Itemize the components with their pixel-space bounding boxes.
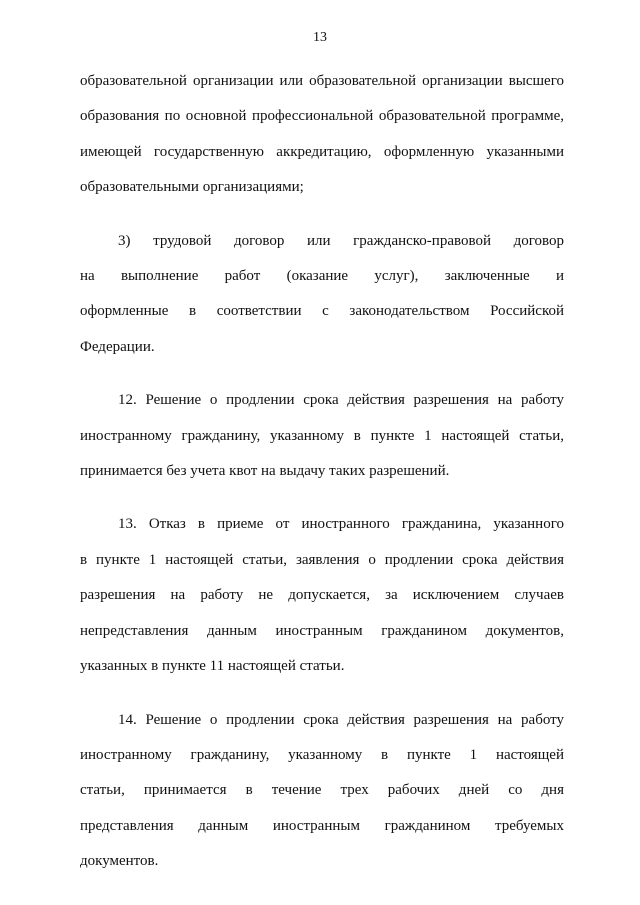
text-line: непредставления данным иностранным гражданином документов, bbox=[80, 622, 564, 639]
document-body bbox=[80, 64, 564, 880]
text-line: представления данным иностранным гражданином требуемых bbox=[80, 817, 564, 834]
text-line: указанных в пункте 11 настоящей статьи. bbox=[80, 658, 345, 675]
page-number: 13 bbox=[313, 30, 327, 45]
text-line: документов. bbox=[80, 853, 159, 870]
para-14 bbox=[80, 703, 564, 880]
text-line: принимается без учета квот на выдачу таких разрешений. bbox=[80, 463, 450, 480]
text-line: иностранному гражданину, указанному в пункте 1 настоящей bbox=[80, 746, 564, 763]
text-line: 13. Отказ в приеме от иностранного гражданина, указанного bbox=[118, 516, 564, 533]
text-line: образования по основной профессиональной образовательной программе, bbox=[80, 108, 564, 125]
text-line: 3) трудовой договор или гражданско-правовой договор bbox=[118, 232, 564, 249]
text-line: разрешения на работу не допускается, за исключением случаев bbox=[80, 587, 564, 604]
text-line: образовательной организации или образовательной организации высшего bbox=[80, 73, 564, 89]
para-12 bbox=[80, 383, 564, 489]
para-item-3 bbox=[80, 224, 564, 366]
text-line: статьи, принимается в течение трех рабочих дней со дня bbox=[80, 782, 564, 799]
para-continuation bbox=[80, 64, 564, 206]
text-line: образовательными организациями; bbox=[80, 179, 304, 196]
text-line: иностранному гражданину, указанному в пункте 1 настоящей статьи, bbox=[80, 427, 564, 444]
text-line: Федерации. bbox=[80, 338, 155, 355]
text-line: 12. Решение о продлении срока действия разрешения на работу bbox=[118, 392, 564, 409]
text-line: 14. Решение о продлении срока действия разрешения на работу bbox=[118, 711, 564, 728]
para-13 bbox=[80, 507, 564, 684]
text-line: имеющей государственную аккредитацию, оформленную указанными bbox=[80, 143, 564, 160]
text-line: на выполнение работ (оказание услуг), заключенные и bbox=[80, 268, 564, 285]
text-line: оформленные в соответствии с законодательством Российской bbox=[80, 303, 564, 320]
text-line: в пункте 1 настоящей статьи, заявления о продлении срока действия bbox=[80, 551, 564, 568]
